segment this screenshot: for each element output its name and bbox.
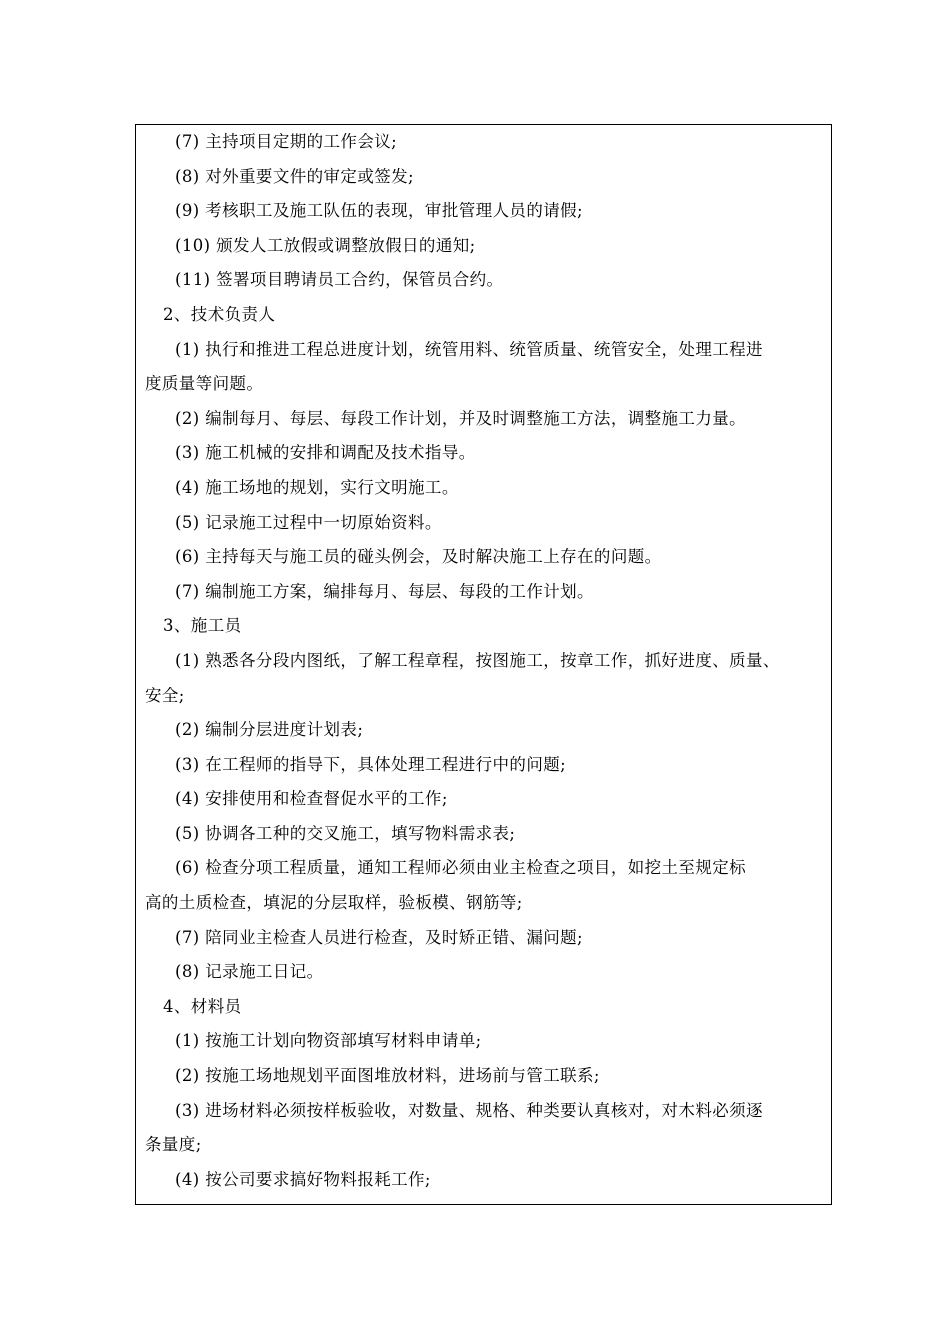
section-heading: 2、技术负责人 [163,304,276,324]
list-item: (1) 按施工计划向物资部填写材料申请单; [175,1031,482,1051]
list-item: (7) 编制施工方案，编排每月、每层、每段的工作计划。 [175,581,594,601]
list-item: (11) 签署项目聘请员工合约，保管员合约。 [175,270,504,290]
document-body [145,125,826,1197]
section-heading: 4、材料员 [163,996,242,1016]
list-item: (6) 主持每天与施工员的碰头例会，及时解决施工上存在的问题。 [175,547,662,567]
list-item: (8) 记录施工日记。 [175,962,324,982]
list-item: (1) 熟悉各分段内图纸，了解工程章程，按图施工，按章工作，抓好进度、质量、 [175,650,780,670]
list-item: (2) 编制每月、每层、每段工作计划，并及时调整施工方法，调整施工力量。 [175,408,747,428]
paragraph-continuation: 安全; [145,685,185,705]
list-item: (2) 编制分层进度计划表; [175,720,364,740]
list-item: (2) 按施工场地规划平面图堆放材料，进场前与管工联系; [175,1066,600,1086]
list-item: (1) 执行和推进工程总进度计划，统管用料、统管质量、统管安全，处理工程进 [175,339,763,359]
list-item: (4) 安排使用和检查督促水平的工作; [175,789,448,809]
list-item: (7) 陪同业主检查人员进行检查，及时矫正错、漏问题; [175,927,583,947]
list-item: (7) 主持项目定期的工作会议; [175,132,398,151]
paragraph-continuation: 条量度; [145,1135,202,1155]
list-item: (9) 考核职工及施工队伍的表现，审批管理人员的请假; [175,201,583,221]
list-item: (5) 协调各工种的交叉施工，填写物料需求表; [175,823,516,843]
list-item: (4) 施工场地的规划，实行文明施工。 [175,477,459,497]
list-item: (3) 在工程师的指导下，具体处理工程进行中的问题; [175,754,567,774]
content-table-cell [135,124,832,1205]
list-item: (3) 施工机械的安排和调配及技术指导。 [175,443,476,463]
list-item: (8) 对外重要文件的审定或签发; [175,166,414,186]
list-item: (5) 记录施工过程中一切原始资料。 [175,512,442,532]
list-item: (3) 进场材料必须按样板验收，对数量、规格、种类要认真核对，对木料必须逐 [175,1100,763,1120]
list-item: (4) 按公司要求搞好物料报耗工作; [175,1169,431,1189]
list-item: (10) 颁发人工放假或调整放假日的通知; [175,235,476,255]
paragraph-continuation: 高的土质检查，填泥的分层取样，验板模、钢筋等; [145,893,523,913]
list-item: (6) 检查分项工程质量，通知工程师必须由业主检查之项目，如挖土至规定标 [175,858,747,878]
section-heading: 3、施工员 [163,616,242,636]
paragraph-continuation: 度质量等问题。 [145,374,264,394]
